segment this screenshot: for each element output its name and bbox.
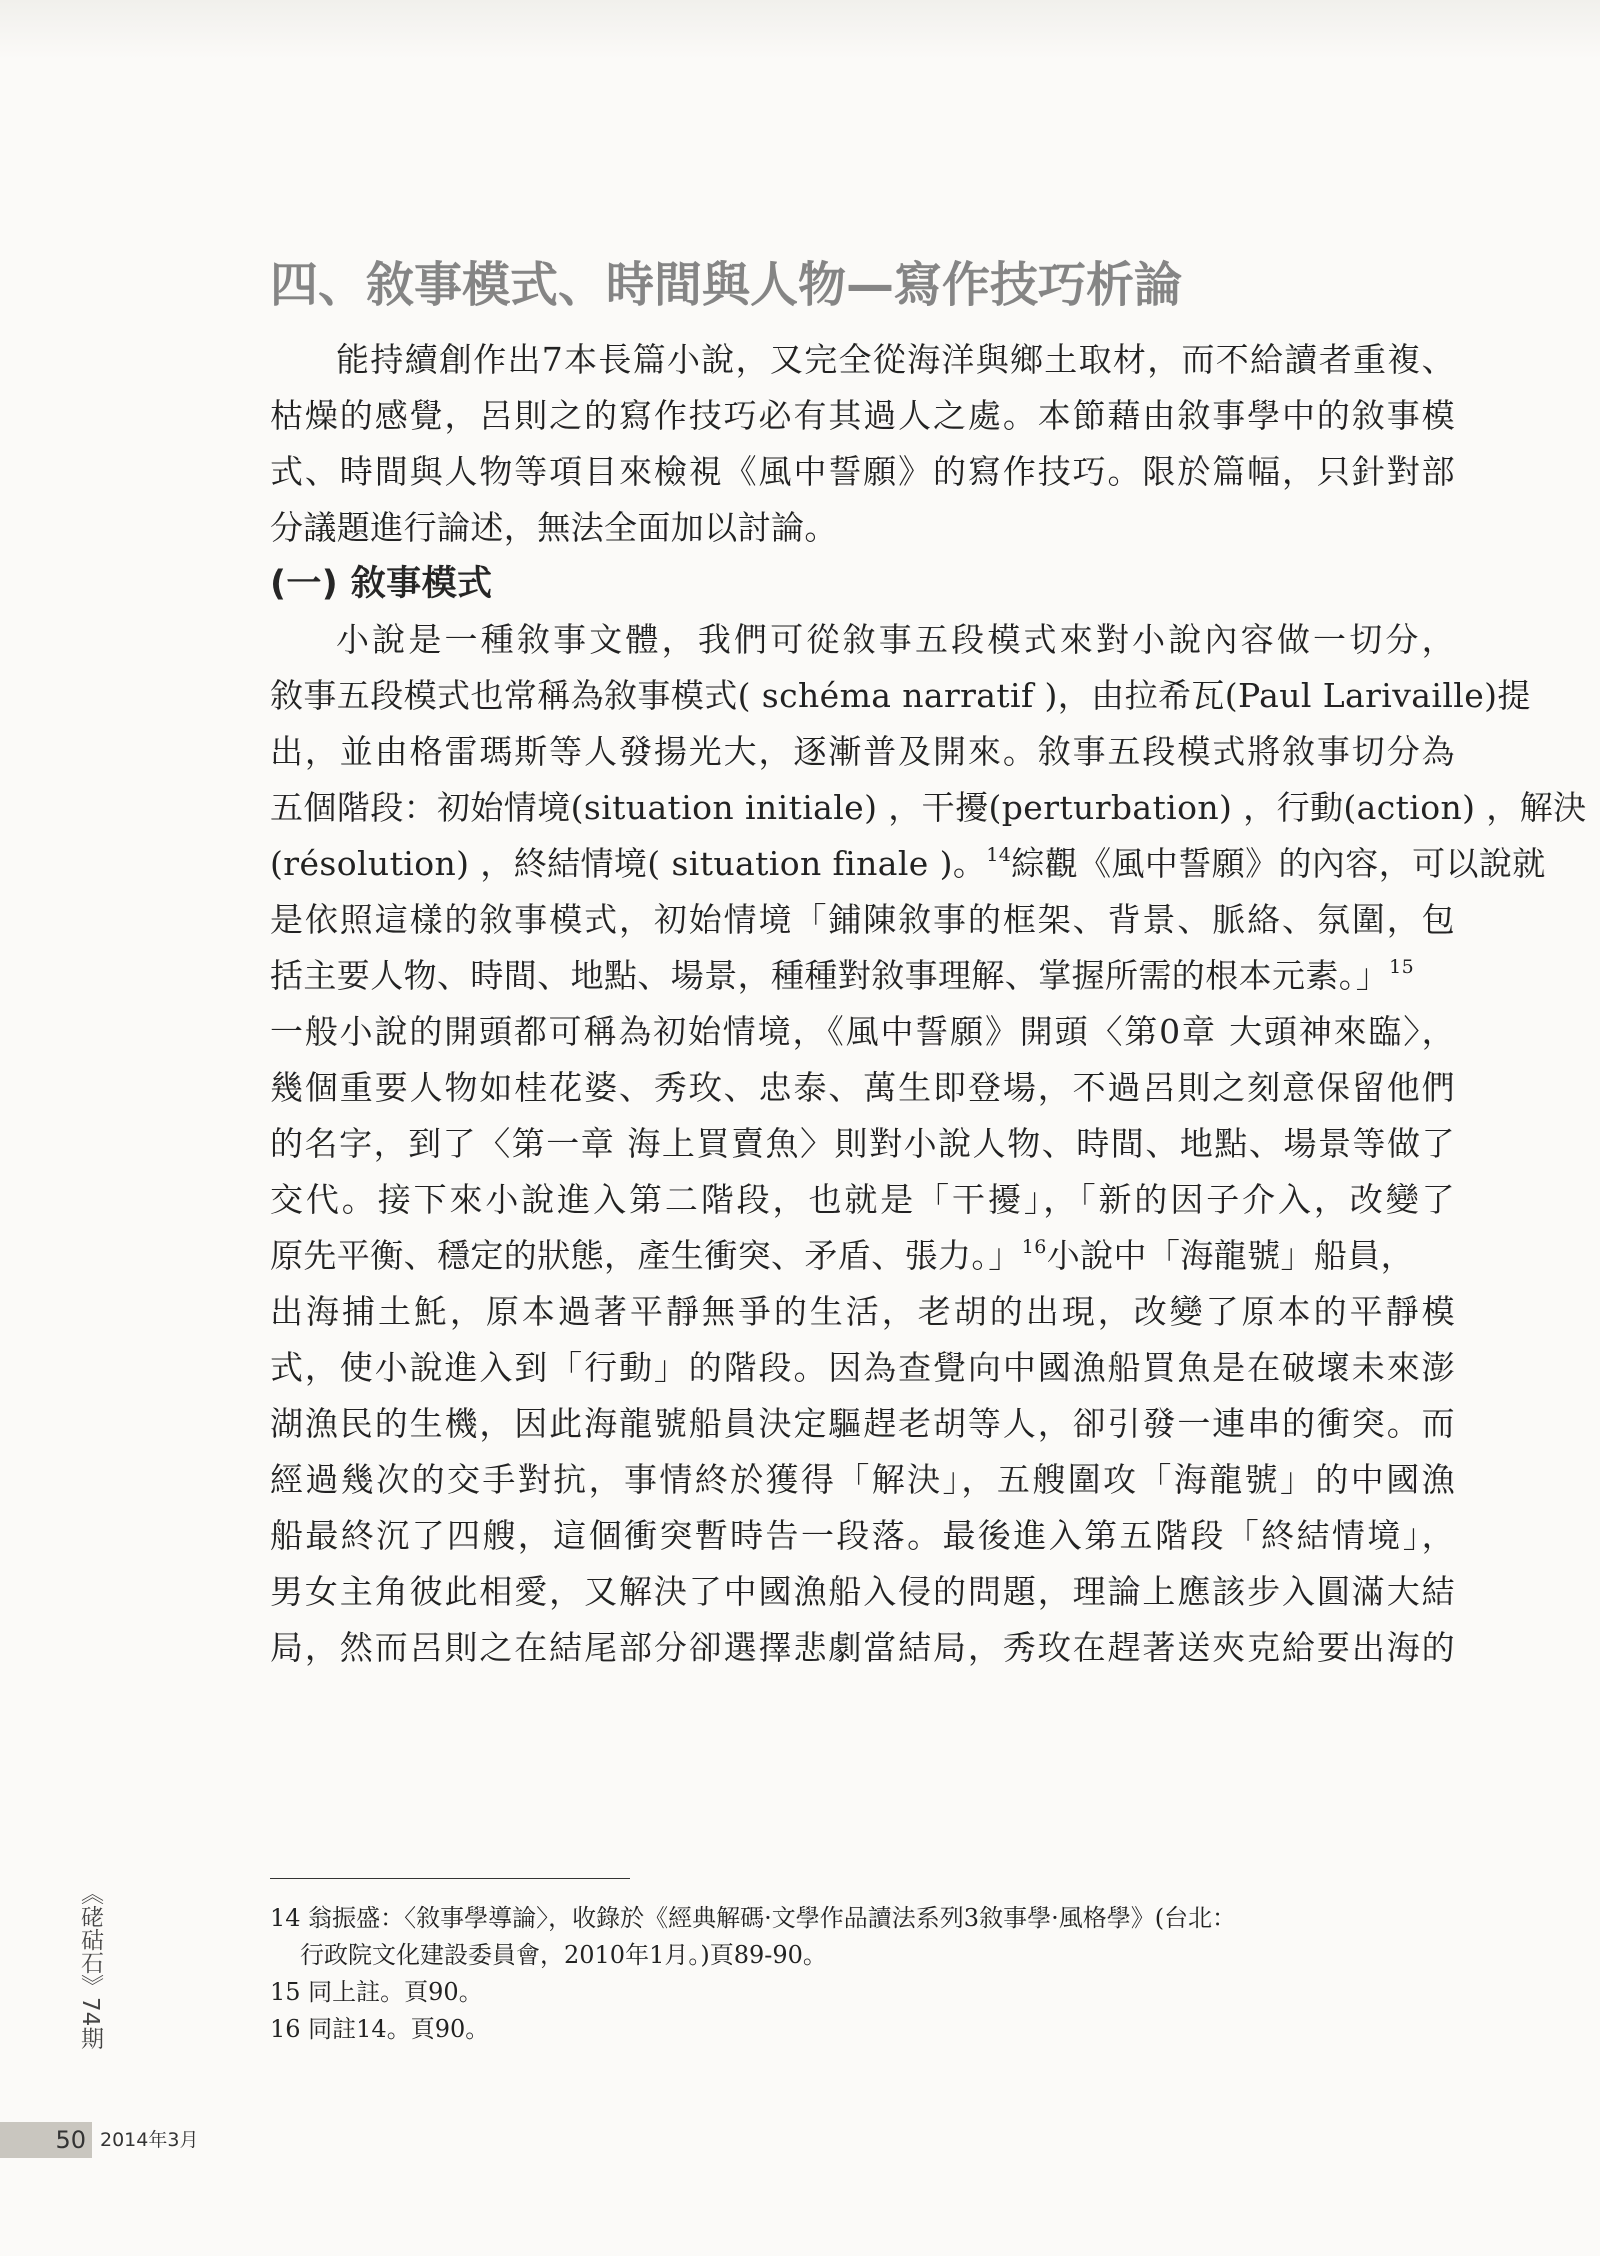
paragraph-line: 式、時間與人物等項目來檢視《風中誓願》的寫作技巧。限於篇幅，只針對部	[270, 452, 1455, 491]
paragraph-line: 能持續創作出7本長篇小說，又完全從海洋與鄉土取材，而不給讀者重複、	[336, 340, 1455, 379]
paragraph-line: 分議題進行論述，無法全面加以討論。	[270, 508, 838, 547]
paragraph-line: 的名字，到了〈第一章 海上買賣魚〉則對小說人物、時間、地點、場景等做了	[270, 1124, 1455, 1163]
paragraph-line: 湖漁民的生機，因此海龍號船員決定驅趕老胡等人，卻引發一連串的衝突。而	[270, 1404, 1455, 1443]
publication-date: 2014年3月	[100, 2129, 199, 2151]
footnote-ref-16: 16	[1021, 1236, 1047, 1258]
page-footer	[0, 2122, 260, 2158]
footnote-14-continued: 行政院文化建設委員會，2010年1月。)頁89-90。	[300, 1941, 827, 1969]
paragraph-line: 式，使小說進入到「行動」的階段。因為查覺向中國漁船買魚是在破壞未來澎	[270, 1348, 1455, 1387]
text-run: 小說中「海龍號」船員，	[1046, 1236, 1415, 1275]
paragraph-line: 出海捕土魠，原本過著平靜無爭的生活，老胡的出現，改變了原本的平靜模	[270, 1292, 1455, 1331]
footnote-16: 16 同註14。頁90。	[270, 2015, 490, 2043]
paragraph-line: 船最終沉了四艘，這個衝突暫時告一段落。最後進入第五階段「終結情境」，	[270, 1516, 1455, 1555]
text-run: (résolution) ，終結情境( situation finale )。	[270, 844, 987, 883]
paragraph-line: 五個階段：初始情境(situation initiale) ，干擾(perturbation) ，行動(action) ，解決	[270, 788, 1587, 827]
footnote-divider	[270, 1878, 630, 1879]
paragraph-line	[270, 1228, 1455, 1284]
page-number: 50	[0, 2122, 92, 2158]
section-heading: 四、敘事模式、時間與人物—寫作技巧析論	[270, 257, 1183, 313]
journal-issue-label: 《硓𥑮石》74期	[77, 1882, 103, 2050]
paragraph-line: 局，然而呂則之在結尾部分卻選擇悲劇當結局，秀玫在趕著送夾克給要出海的	[270, 1628, 1455, 1667]
paragraph-line: 出，並由格雷瑪斯等人發揚光大，逐漸普及開來。敘事五段模式將敘事切分為	[270, 732, 1455, 771]
paragraph-line: 男女主角彼此相愛，又解決了中國漁船入侵的問題，理論上應該步入圓滿大結	[270, 1572, 1455, 1611]
paragraph-line: 經過幾次的交手對抗，事情終於獲得「解決」，五艘圍攻「海龍號」的中國漁	[270, 1460, 1455, 1499]
footnote-ref-15: 15	[1389, 956, 1415, 978]
paragraph-line: 交代。接下來小說進入第二階段，也就是「干擾」，「新的因子介入，改變了	[270, 1180, 1455, 1219]
paragraph-line: 是依照這樣的敘事模式，初始情境「鋪陳敘事的框架、背景、脈絡、氛圍，包	[270, 900, 1455, 939]
footnotes	[270, 1900, 1455, 2048]
paragraph-line	[270, 948, 1455, 1004]
text-run: 括主要人物、時間、地點、場景，種種對敘事理解、掌握所需的根本元素。」	[270, 956, 1390, 995]
text-run: 綜觀《風中誓願》的內容，可以說就	[1011, 844, 1546, 883]
footnote-15: 15 同上註。頁90。	[270, 1978, 483, 2006]
subsection-heading: (一) 敘事模式	[270, 564, 493, 604]
body-text	[270, 332, 1587, 1676]
scan-edge-shadow	[0, 0, 1600, 60]
paragraph-line: 一般小說的開頭都可稱為初始情境，《風中誓願》開頭〈第0章 大頭神來臨〉，	[270, 1012, 1455, 1051]
paragraph-line: 幾個重要人物如桂花婆、秀玫、忠泰、萬生即登場，不過呂則之刻意保留他們	[270, 1068, 1455, 1107]
paragraph-line	[270, 836, 1546, 892]
paragraph-line: 敘事五段模式也常稱為敘事模式( schéma narratif )，由拉希瓦(Paul Larivaille)提	[270, 676, 1531, 715]
paragraph-line: 枯燥的感覺，呂則之的寫作技巧必有其過人之處。本節藉由敘事學中的敘事模	[270, 396, 1455, 435]
footnote-ref-14: 14	[986, 844, 1012, 866]
text-run: 原先平衡、穩定的狀態，產生衝突、矛盾、張力。」	[270, 1236, 1022, 1275]
paragraph-line: 小說是一種敘事文體，我們可從敘事五段模式來對小說內容做一切分，	[336, 620, 1455, 659]
footnote-14: 14 翁振盛：〈敘事學導論〉，收錄於《經典解碼·文學作品讀法系列3敘事學·風格學》(台北：	[270, 1904, 1237, 1932]
